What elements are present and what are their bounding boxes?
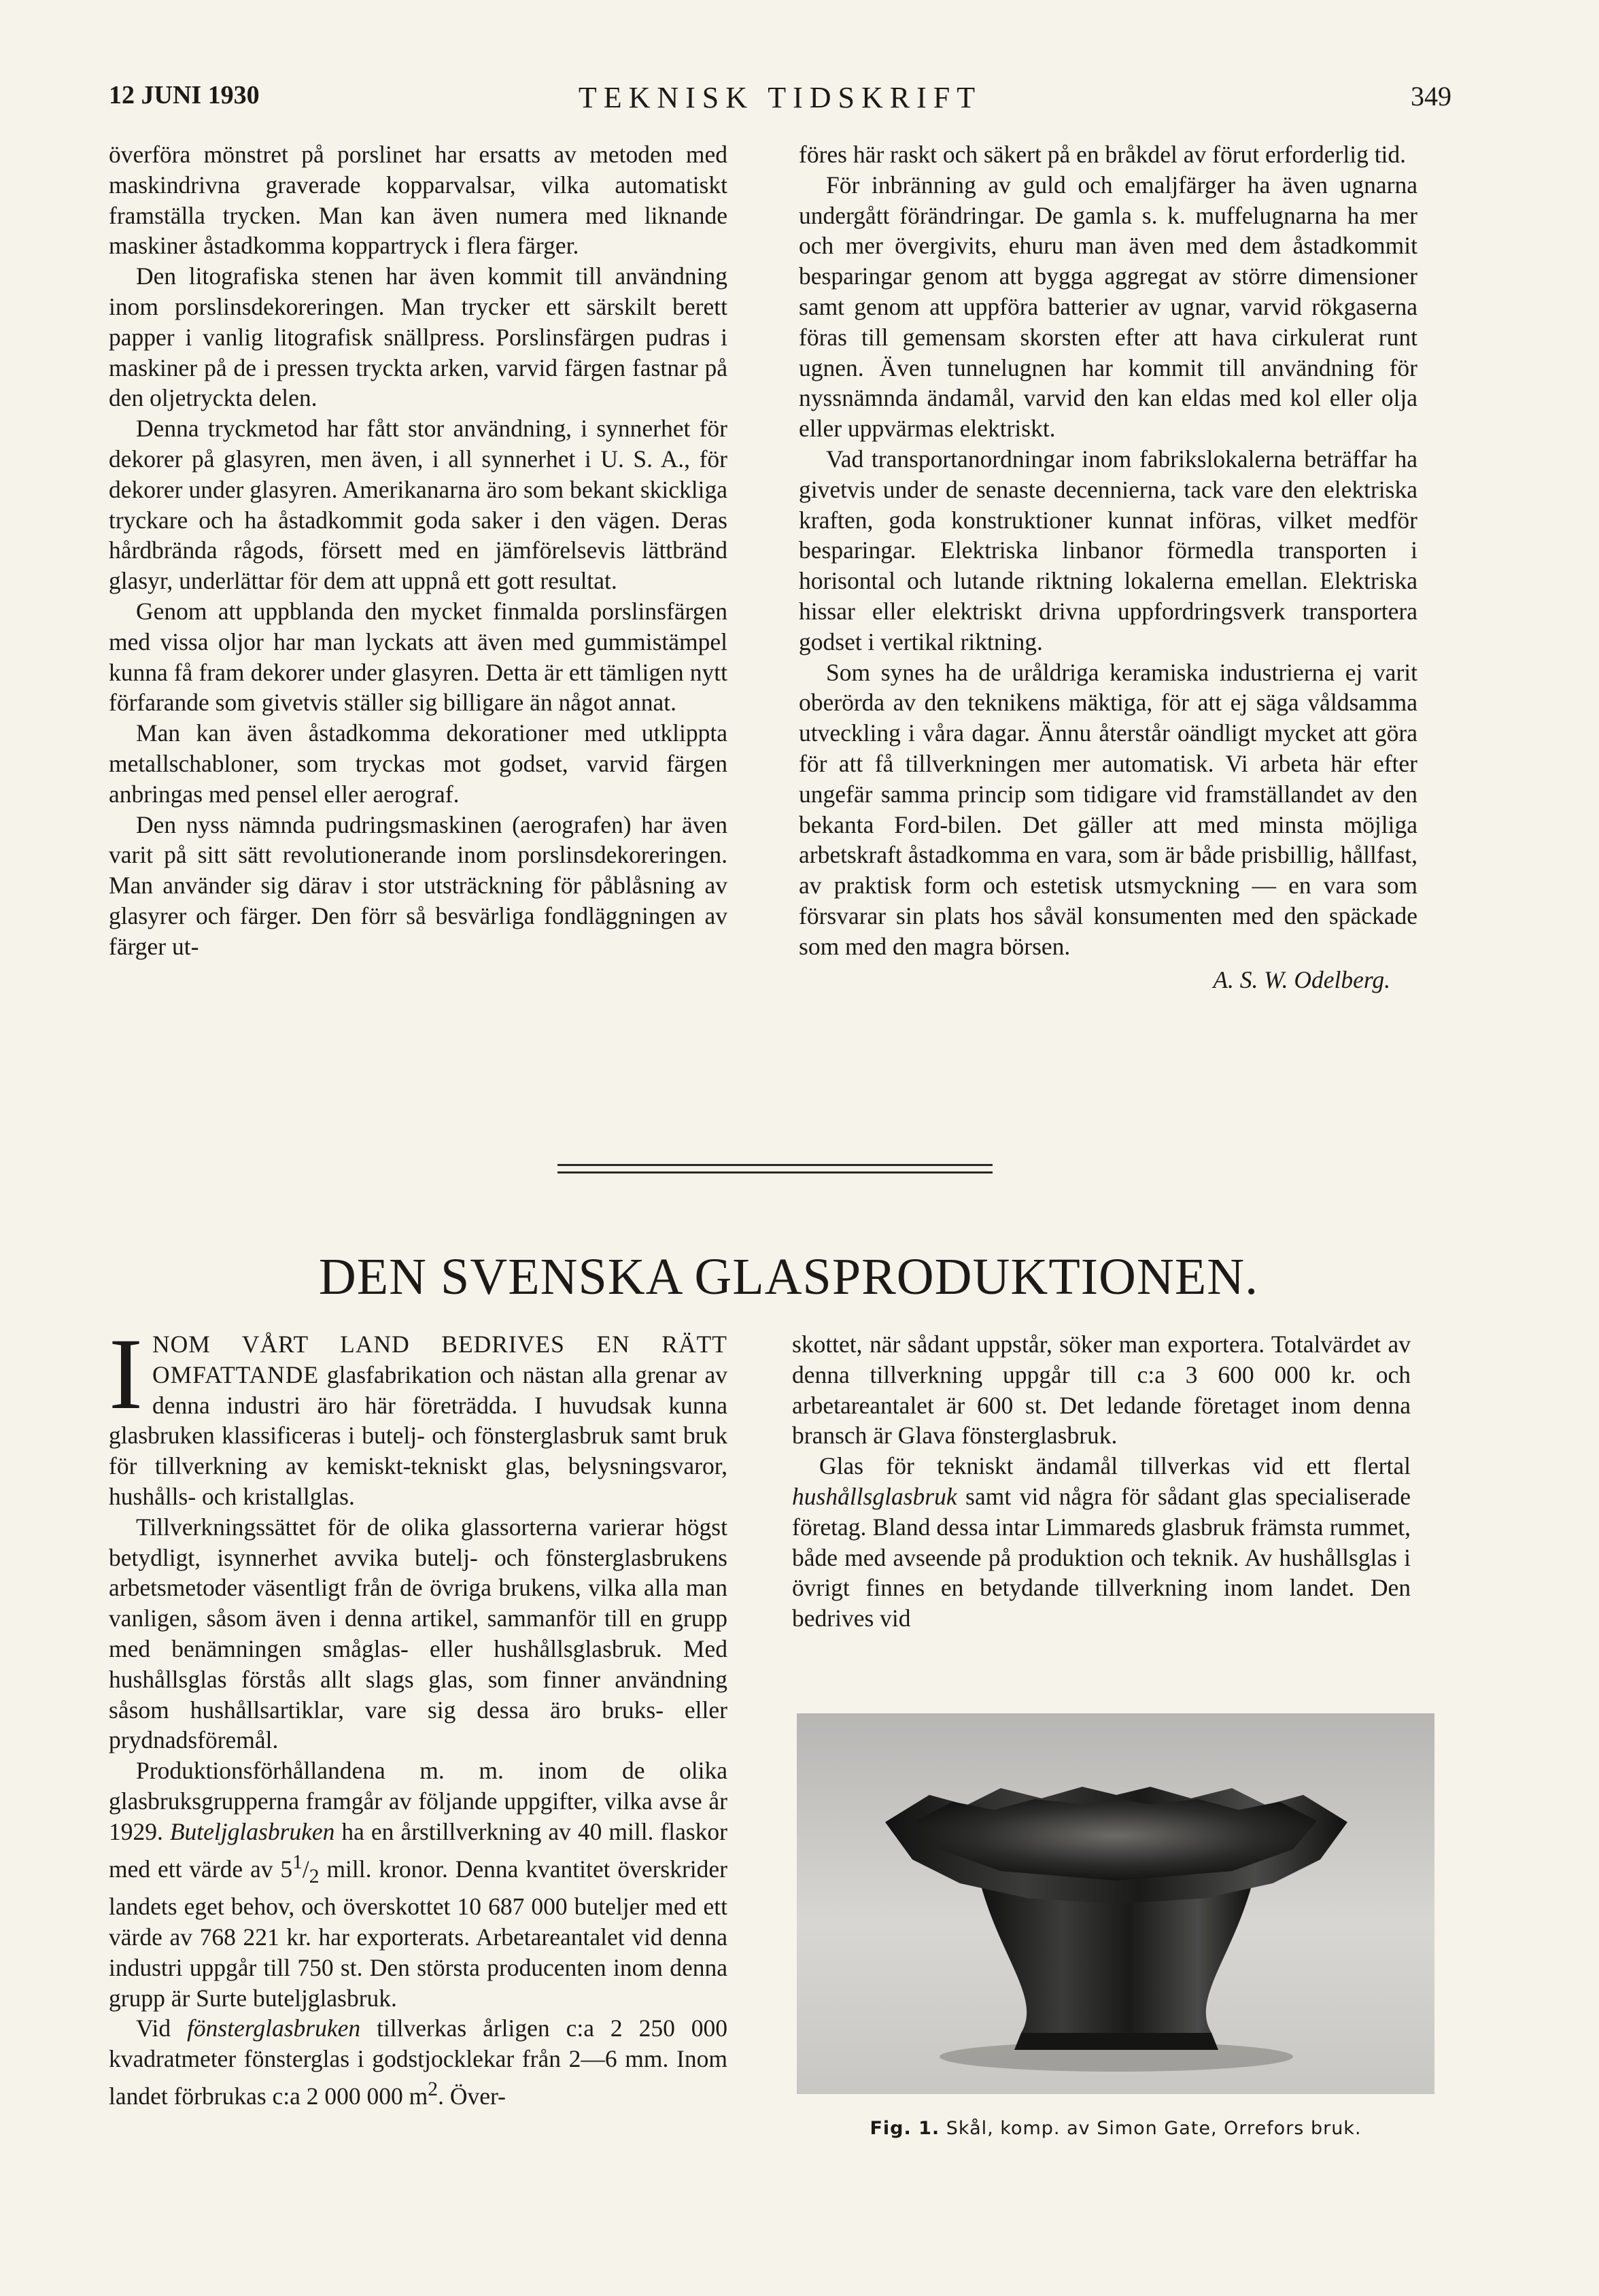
paragraph: Som synes ha de uråldriga keramiska industrierna ej varit oberörda av den teknikens mäktiga, för att ej säga våldsamma utveckling i våra dagar. Ännu återstår oändligt mycket att göra för att få tillverkningen mer automatisk. Vi arbeta här efter ungefär samma princip som tidigare vid framställandet av den bekanta Ford-bilen. Det gäller att med minsta möjliga arbetskraft åstadkomma en vara, som är både prisbillig, hållfast, av praktisk form och estetisk utsmyckning — en vara som försvarar sin plats hos såväl konsumenten med den späckade som med den magra börsen. <box>799 658 1417 960</box>
italic-term: hushållsglasbruk <box>792 1482 957 1510</box>
paragraph: Den nyss nämnda pudringsmaskinen (aerografen) har även varit på sitt sätt revolutionerande inom porslinsdekoreringen. Man använder sig därav i stor utsträckning för påblåsning av glasyrer och färger. Den förr så besvärliga fondläggningen av färger ut- <box>109 810 727 960</box>
figure-caption-text: Skål, komp. av Simon Gate, Orrefors bruk. <box>946 2118 1362 2139</box>
issue-date: 12 JUNI 1930 <box>109 81 260 109</box>
italic-term: fönsterglasbruken <box>187 2015 361 2042</box>
italic-term: Buteljglasbruken <box>169 1817 335 1845</box>
section-divider <box>557 1164 993 1173</box>
paragraph: Vad transportanordningar inom fabrikslokalerna beträffar ha givetvis under de senaste decennierna, tack vare den elektriska kraften, goda konstruktioner kunnat införas, vilket medför besparingar. Elektriska linbanor förmedla transporten i horisontal och lutande riktning lokalerna emellan. Elektriska hissar eller elektriskt drivna uppfordringsverk transportera godset i vertikal riktning. <box>799 445 1417 655</box>
prev-article-column-2 <box>799 139 1417 995</box>
paragraph: Tillverkningssättet för de olika glassorterna varierar högst betydligt, isynnerhet avvika butelj- och fönsterglasbrukens arbetsmetoder väsentligt från de övriga brukens, vilka alla man vanligen, såsom även i denna artikel, sammanför till en grupp med benämningen småglas- eller hushållsglasbruk. Med hushållsglas förstås allt slags glas, som finner användning såsom hushållsartiklar, vare sig dessa äro bruks- eller prydnadsföremål. <box>109 1513 727 1754</box>
journal-title: TEKNISK TIDSKRIFT <box>578 81 982 114</box>
drop-cap: I <box>109 1318 143 1430</box>
paragraph: Man kan även åstadkomma dekorationer med utklippta metallschabloner, som tryckas mot godset, varvid färgen anbringas med pensel eller aerograf. <box>109 719 727 808</box>
figure-caption <box>797 2118 1434 2139</box>
article-column-1 <box>109 1318 728 2112</box>
paragraph: överföra mönstret på porslinet har ersatts av metoden med maskindrivna graverade kopparvalsar, vilka automatiskt framställa trycken. Man kan även numera med liknande maskiner åstadkomma koppartryck i flera färger. <box>109 141 727 260</box>
page-header <box>109 80 1451 121</box>
article-title: DEN SVENSKA GLASPRODUKTIONEN. <box>318 1248 1259 1305</box>
paragraph: Denna tryckmetod har fått stor användning, i synnerhet för dekorer på glasyren, men även, i all synnerhet i U. S. A., för dekorer under glasyren. Amerikanarna äro som bekant skickliga tryckare och ha åstadkommit goda saker i den vägen. Deras hårdbrända rågods, försett med en jämförelsevis lättbränd glasyr, underlättar för dem att uppnå ett gott resultat. <box>109 415 727 595</box>
figure-photo-bowl <box>797 1713 1434 2094</box>
paragraph: föres här raskt och säkert på en bråkdel av förut erforderlig tid. <box>799 141 1407 168</box>
author-signature: A. S. W. Odelberg. <box>1213 965 1390 993</box>
page-number: 349 <box>1411 81 1451 112</box>
paragraph: Glas för tekniskt ändamål tillverkas vid ett flertal hushållsglasbruk samt vid några för sådant glas specialiserade företag. Bland dessa intar Limmareds glasbruk främsta rummet, både med avseende på produktion och teknik. Av hushållsglas i övrigt finnes en betydande tillverkning inom landet. Den bedrives vid <box>792 1452 1411 1632</box>
paragraph: Den litografiska stenen har även kommit till användning inom porslinsdekoreringen. Man trycker ett särskilt berett papper i vanlig litografisk snällpress. Porslinsfärgen pudras i maskiner på de i pressen tryckta arken, varvid färgen fastnar på den oljetryckta delen. <box>109 262 727 412</box>
lead-small-caps: NOM VÅRT LAND BEDRIVES EN RÄTT OMFATTANDE <box>152 1331 727 1388</box>
paragraph: skottet, när sådant uppstår, söker man exportera. Totalvärdet av denna tillverkning uppgår till c:a 3 600 000 kr. och arbetareantalet är 600 st. Det ledande företaget inom denna bransch är Glava fönsterglasbruk. <box>792 1331 1411 1450</box>
figure-label: Fig. 1. <box>870 2118 940 2139</box>
paragraph: Produktionsförhållandena m. m. inom de olika glasbruksgrupperna framgår av följande uppgifter, vilka avse år 1929. Buteljglasbruken ha en årstillverkning av 40 mill. flaskor med ett värde av $5^1/_2$ mill. kronor. Denna kvantitet överskrider landets eget behov, och överskottet 10 687 000 buteljer med ett värde av 768 221 kr. har exporterats. Arbetareantalet vid denna industri uppgår till 750 st. Den största producenten inom denna grupp är Surte buteljglasbruk. <box>109 1757 727 2012</box>
glass-bowl-image <box>797 1713 1434 2094</box>
paragraph: Genom att uppblanda den mycket finmalda porslinsfärgen med vissa oljor har man lyckats att även med gummistämpel kunna få fram dekorer under glasyren. Detta är ett tämligen nytt förfarande som givetvis ställer sig billigare än något annat. <box>109 597 727 717</box>
paragraph: INOM VÅRT LAND BEDRIVES EN RÄTT OMFATTANDE glasfabrikation och nästan alla grenar av denna industri äro här företrädda. I huvudsak kunna glasbruken klassificeras i butelj- och fönsterglasbruk samt bruk för tillverkning av kemiskt-tekniskt glas, belysningsvaror, hushålls- och kristallglas. <box>109 1318 728 1510</box>
prev-article-column-1 <box>109 139 727 962</box>
paragraph: För inbränning av guld och emaljfärger ha även ugnarna undergått förändringar. De gamla s. k. muffelugnarna ha mer och mer övergivits, ehuru man även med dem åstadkommit besparingar genom att bygga aggregat av större dimensioner samt genom att uppföra batterier av ugnar, varvid rökgaserna föras till gemensam skorsten efter att hava cirkulerat runt ugnen. Även tunnelugnen har kommit till användning för nyssnämnda ändamål, varvid den kan eldas med kol eller olja eller uppvärmas elektriskt. <box>799 171 1417 443</box>
article-column-2 <box>792 1329 1411 1634</box>
paragraph: Vid fönsterglasbruken tillverkas årligen c:a 2 250 000 kvadratmeter fönsterglas i godstjocklekar från 2—6 mm. Inom landet förbrukas c:a 2 000 000 $m^2$. Över- <box>109 2015 728 2110</box>
